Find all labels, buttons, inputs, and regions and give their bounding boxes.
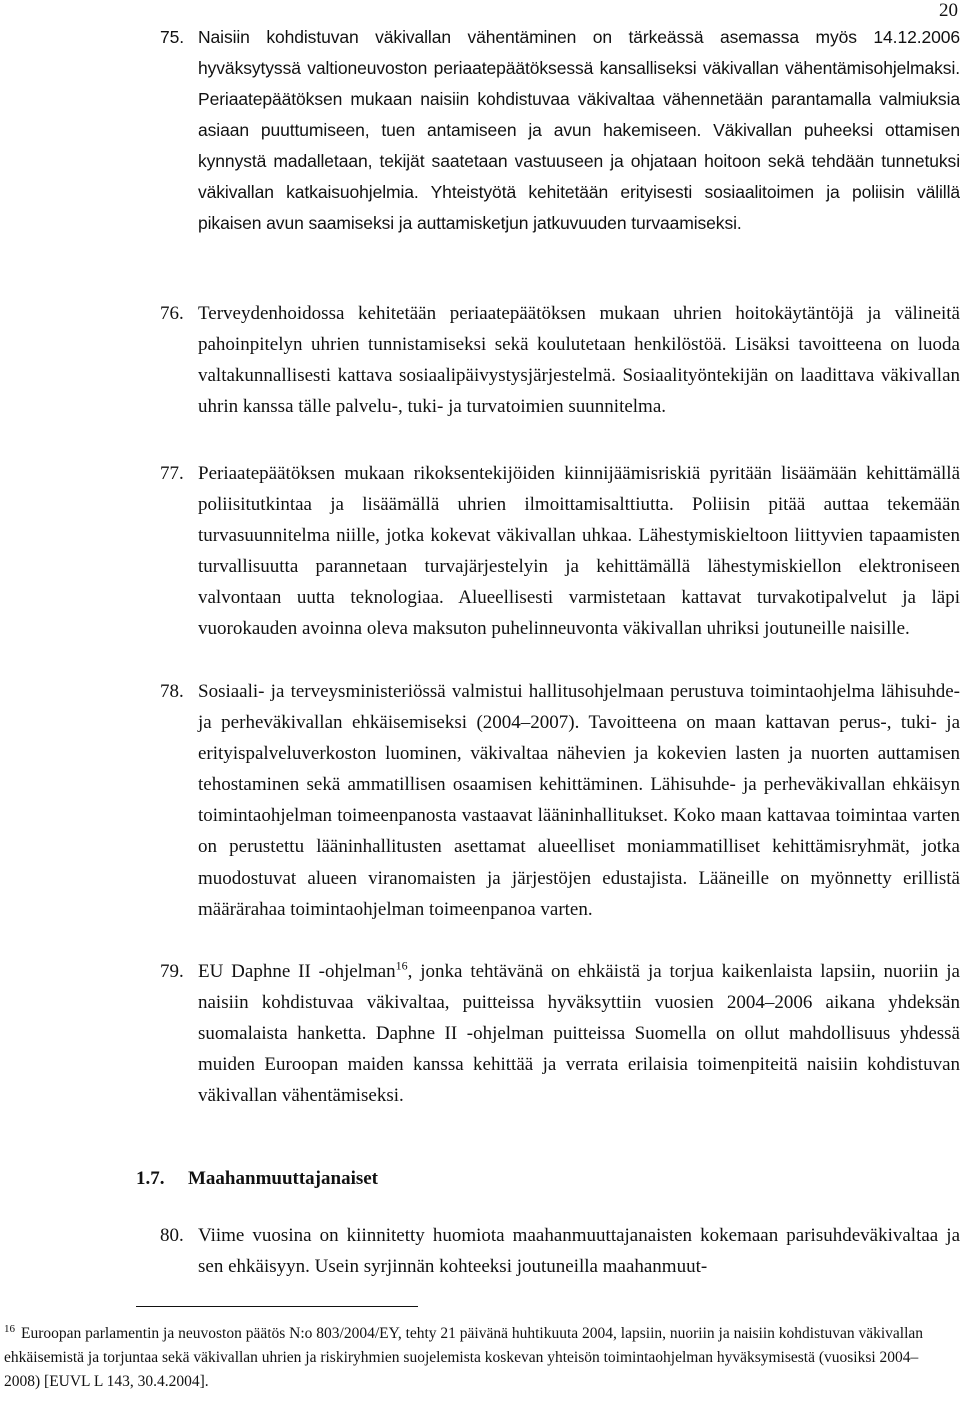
section-title: Maahanmuuttajanaiset — [188, 1168, 379, 1189]
paragraph-number: 75. — [160, 27, 185, 47]
paragraph-number: 79. — [160, 961, 184, 982]
paragraph-text: Periaatepäätöksen mukaan rikoksentekijöiden kiinnijäämisriskiä pyritään lisäämään kehittämällä poliisitutkintaa ja lisäämällä uhrien ilmoittamisalttiutta. Poliisin pitää auttaa tekemään turvasuunnitelma niille, jotka kokevat väkivallan uhkaa. Lähestymiskieltoon liittyvien tapaamisten turvallisuutta parannetaan turvajärjestelyin ja kehittämällä lähestymiskiellon elektroniseen valvontaan uutta teknologiaa. Alueellisesti varmistetaan kattavat turvakotipalvelut ja läpi vuorokauden avoinna oleva maksuton puhelinneuvonta väkivallan uhriksi joutuneille naisille. — [198, 463, 960, 640]
footnote — [4, 1322, 934, 1394]
paragraph-number: 80. — [160, 1225, 184, 1246]
section-number: 1.7. — [136, 1168, 165, 1189]
paragraph-text — [198, 956, 960, 1111]
paragraph-77 — [160, 458, 960, 645]
paragraph-79 — [160, 956, 960, 1111]
paragraph-text: Naisiin kohdistuvan väkivallan vähentäminen on tärkeässä asemassa myös 14.12.2006 hyväksytyssä valtioneuvoston periaatepäätöksessä kansalliseksi väkivallan vähentämisohjelmaksi. Periaatepäätöksen mukaan naisiin kohdistuvaa väkivaltaa vähennetään parantamalla valmiuksia asiaan puuttumiseen, tuen antamiseen ja avun hakemiseen. Väkivallan puheeksi ottamisen kynnystä madalletaan, tekijät saatetaan vastuuseen ja ohjataan hoitoon sekä tehdään tunnetuksi väkivallan katkaisuohjelmia. Yhteistyötä kehitetään erityisesti sosiaalitoimen ja poliisin välillä pikaisen avun saamiseksi ja auttamisketjun jatkuvuuden turvaamiseksi. — [198, 27, 960, 233]
page-number: 20 — [939, 0, 958, 21]
section-heading — [136, 1166, 378, 1192]
paragraph-78 — [160, 676, 960, 925]
paragraph-number: 78. — [160, 681, 184, 702]
paragraph-text-after-ref: , jonka tehtävänä on ehkäistä ja torjua kaikenlaista lapsiin, nuoriin ja naisiin kohdistuvaa väkivaltaa, puitteissa hyväksyttiin vuosien 2004–2006 aikana yhdeksän suomalaista hanketta. Daphne II -ohjelman puitteissa Suomella on ollut mahdollisuus yhdessä muiden Euroopan maiden kanssa kehittää ja verrata erilaisia toimenpiteitä naisiin kohdistuvan väkivallan vähentämiseksi. — [198, 961, 960, 1107]
paragraph-text: Sosiaali- ja terveysministeriössä valmistui hallitusohjelmaan perustuva toimintaohjelma lähisuhde- ja perheväkivallan ehkäisemiseksi (2004–2007). Tavoitteena on maan kattavan perus-, tuki- ja erityispalveluverkoston luominen, väkivaltaa nähevien ja kokevien lasten ja nuorten auttamisen tehostaminen sekä ammatillisen osaamisen kehittäminen. Lähisuhde- ja perheväkivallan ehkäisyn toimintaohjelman toimeenpanosta vastaavat lääninhallitukset. Koko maan kattavaa toimintaa varten on perustettu lääninhallitusten asettamat alueelliset moniammatilliset kehittämisryhmät, jotka muodostuvat alueen viranomaisten ja järjestöjen edustajista. Lääneille on myönnetty erillistä määrärahaa toimintaohjelman toimeenpanoa varten. — [198, 681, 960, 920]
paragraph-text: Terveydenhoidossa kehitetään periaatepäätöksen mukaan uhrien hoitokäytäntöjä ja välineitä pahoinpitelyn uhrien tunnistamiseksi sekä koulutetaan henkilöstöä. Lisäksi tavoitteena on luoda valtakunnallisesti kattava sosiaalipäivystysjärjestelmä. Sosiaalityöntekijän on laadittava väkivallan uhrin kanssa tälle palvelu-, tuki- ja turvatoimien suunnitelma. — [198, 303, 960, 418]
paragraph-number: 77. — [160, 463, 184, 484]
footnote-reference[interactable]: 16 — [395, 958, 408, 973]
paragraph-text: Viime vuosina on kiinnitetty huomiota maahanmuuttajanaisten kokemaan parisuhdeväkivaltaa ja sen ehkäisyyn. Usein syrjinnän kohteeksi joutuneilla maahanmuut- — [198, 1225, 960, 1278]
footnote-separator — [136, 1306, 418, 1307]
paragraph-text-before-ref: EU Daphne II -ohjelman — [198, 961, 396, 982]
footnote-text: Euroopan parlamentin ja neuvoston päätös N:o 803/2004/EY, tehty 21 päivänä huhtikuuta 2004, lapsiin, nuoriin ja naisiin kohdistuvan väkivallan ehkäisemistä ja torjuntaa sekä väkivallan uhrien ja riskiryhmien suojelemista koskevan yhteisön toimintaohjelman hyväksymisestä (vuosiksi 2004–2008) [EUVL L 143, 30.4.2004]. — [4, 1325, 924, 1390]
footnote-marker: 16 — [4, 1322, 15, 1335]
paragraph-80 — [160, 1220, 960, 1282]
paragraph-75 — [160, 22, 960, 239]
paragraph-76 — [160, 298, 960, 422]
paragraph-number: 76. — [160, 303, 184, 324]
